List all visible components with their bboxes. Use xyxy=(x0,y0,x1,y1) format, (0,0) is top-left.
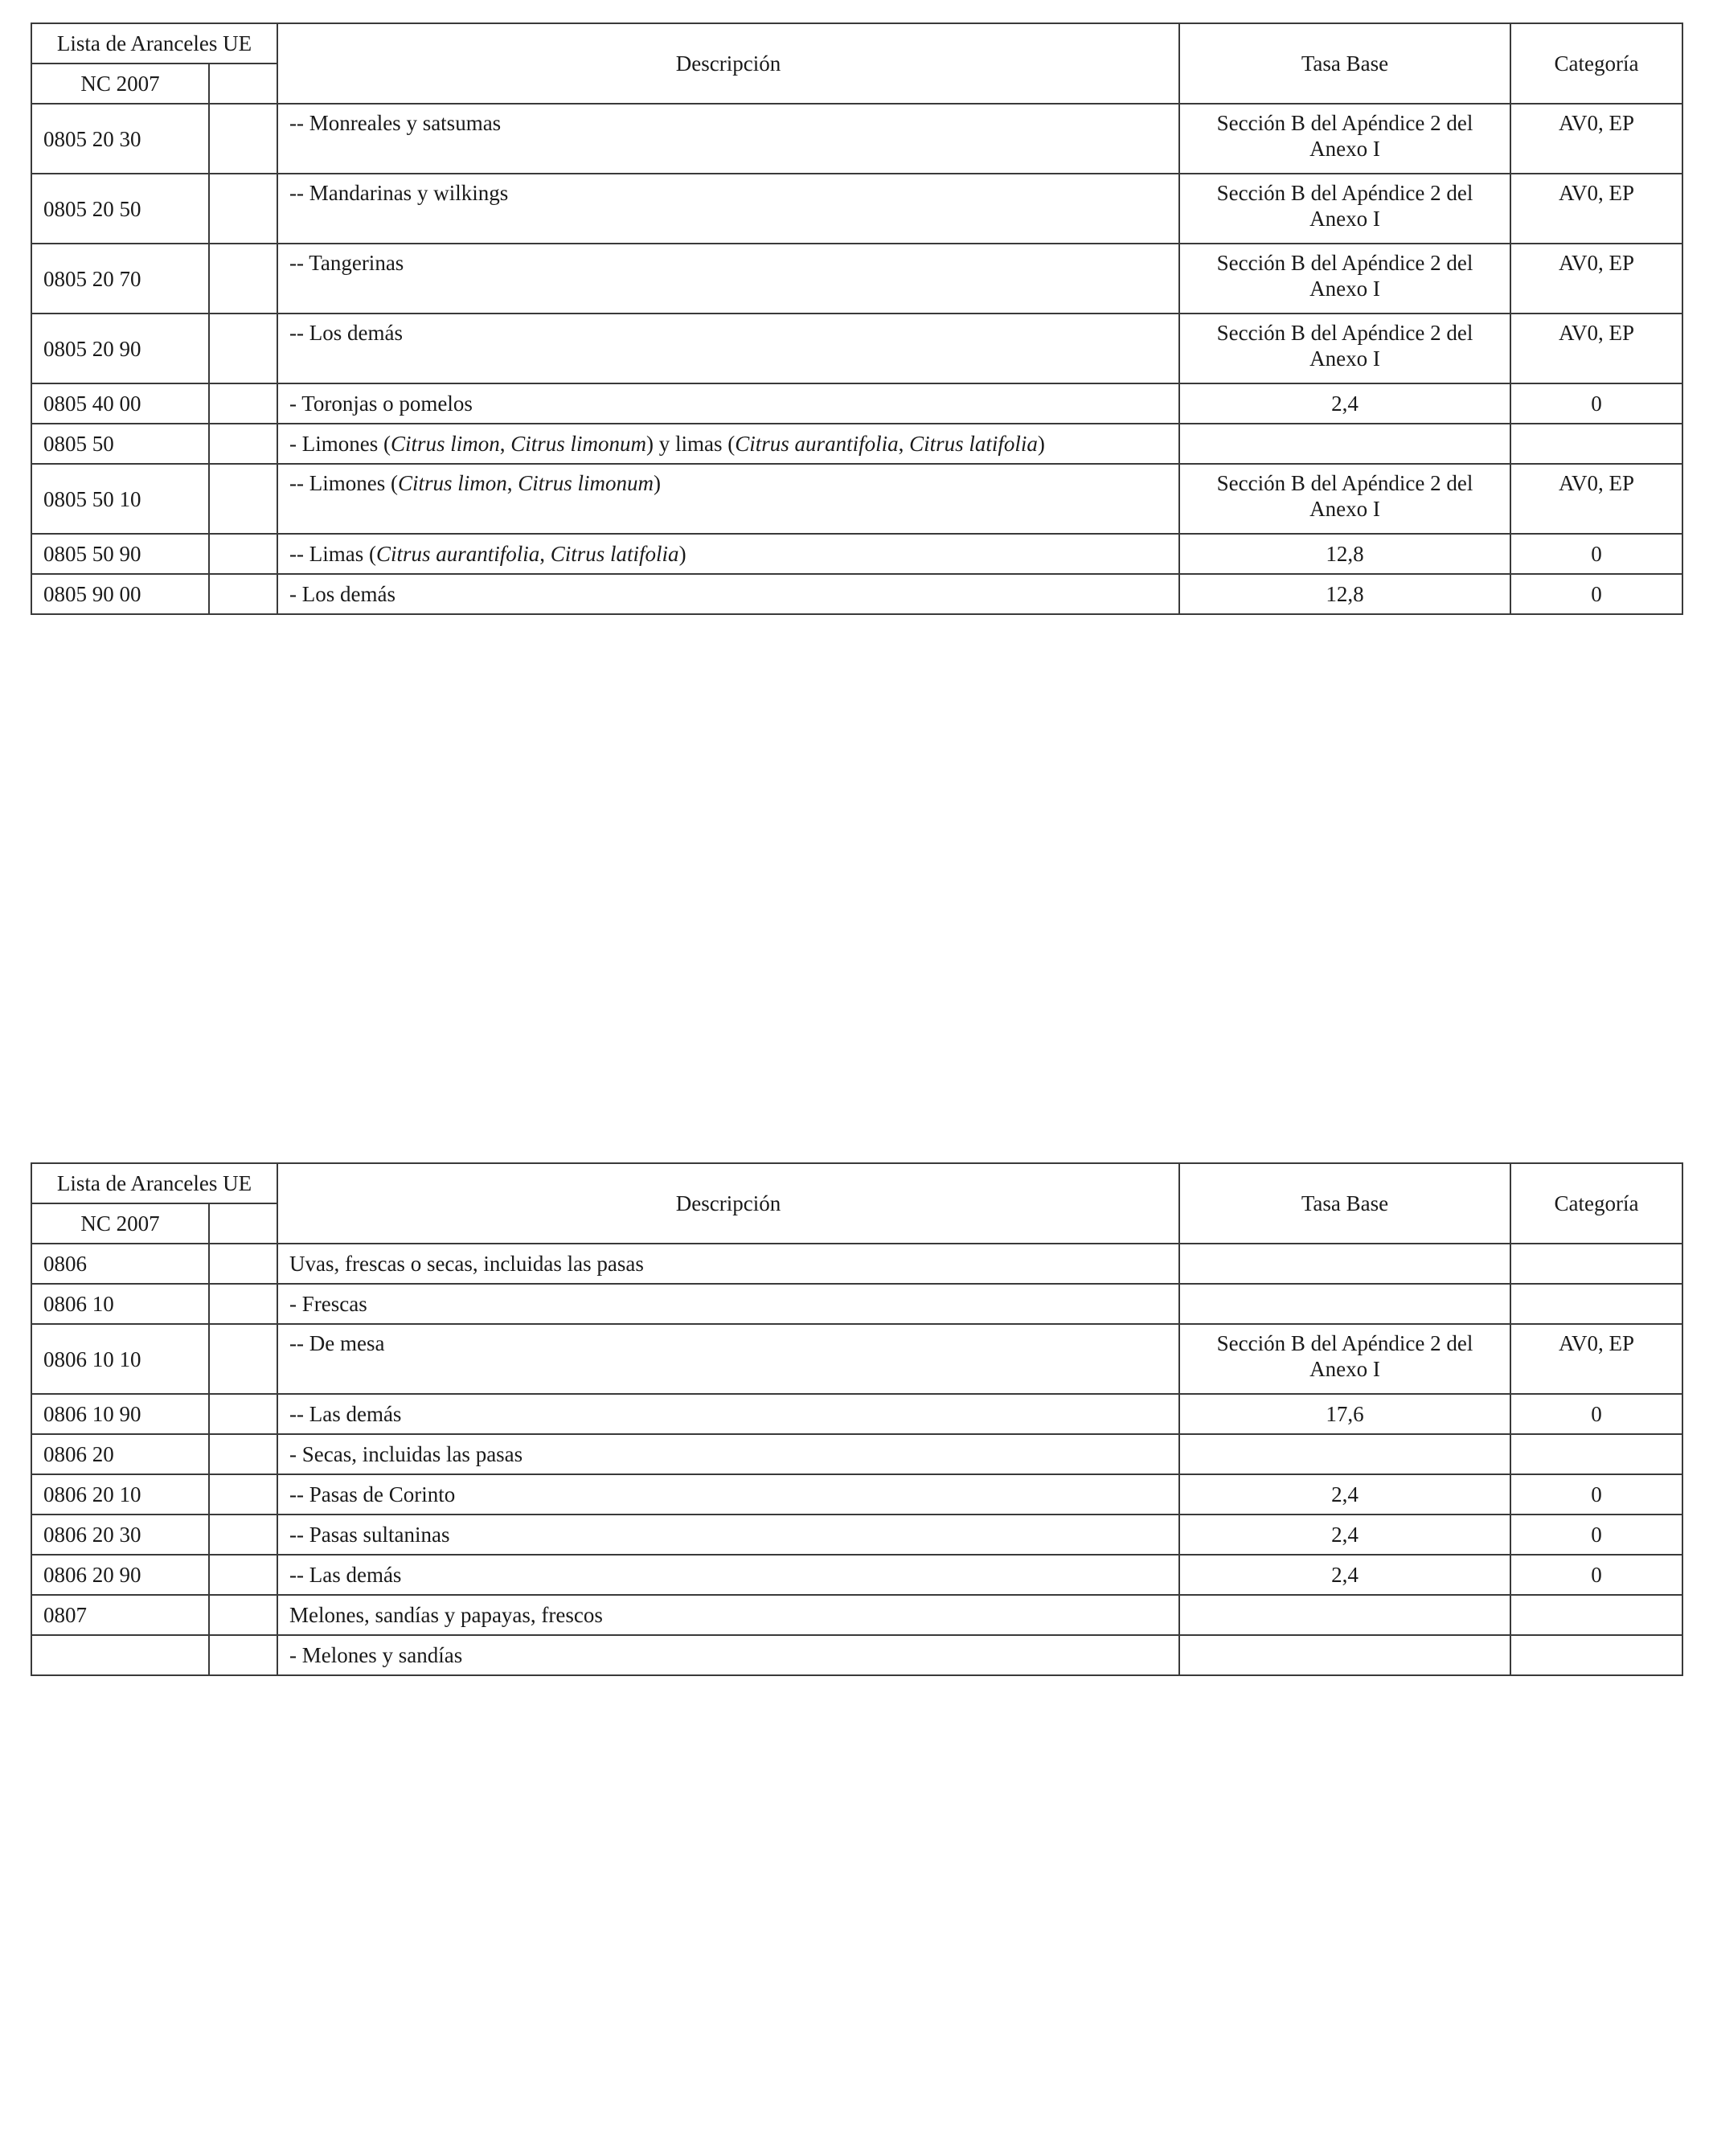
categoria-cell: AV0, EP xyxy=(1510,244,1682,314)
table-row xyxy=(31,424,1682,464)
tasa-base-cell: Sección B del Apéndice 2 del Anexo I xyxy=(1179,464,1510,534)
blank-cell xyxy=(209,1394,277,1434)
table-row xyxy=(31,534,1682,574)
code-cell: 0806 20 xyxy=(31,1434,209,1474)
description-text: -- Limones ( xyxy=(289,471,398,495)
species-name: Citrus aurantifolia xyxy=(375,542,540,566)
table-row xyxy=(31,1284,1682,1324)
description-cell: - Los demás xyxy=(277,574,1179,614)
header-blank-cell xyxy=(209,64,277,104)
tasa-base-cell xyxy=(1179,1244,1510,1284)
header-tasa-base: Tasa Base xyxy=(1179,23,1510,104)
table-row xyxy=(31,174,1682,244)
categoria-cell xyxy=(1510,1635,1682,1675)
blank-cell xyxy=(209,104,277,174)
blank-cell xyxy=(209,1595,277,1635)
description-cell xyxy=(277,424,1179,464)
header-descripcion: Descripción xyxy=(277,23,1179,104)
code-cell: 0805 20 50 xyxy=(31,174,209,244)
categoria-cell: AV0, EP xyxy=(1510,464,1682,534)
species-name: Citrus aurantifolia xyxy=(735,432,899,456)
table-row xyxy=(31,1434,1682,1474)
description-text: , xyxy=(499,432,511,456)
blank-cell xyxy=(209,464,277,534)
tasa-base-cell: Sección B del Apéndice 2 del Anexo I xyxy=(1179,1324,1510,1394)
table-row xyxy=(31,1635,1682,1675)
description-cell: -- Pasas de Corinto xyxy=(277,1474,1179,1515)
description-cell: -- Monreales y satsumas xyxy=(277,104,1179,174)
description-cell: -- Tangerinas xyxy=(277,244,1179,314)
code-cell: 0806 20 90 xyxy=(31,1555,209,1595)
categoria-cell: AV0, EP xyxy=(1510,1324,1682,1394)
code-cell: 0806 10 xyxy=(31,1284,209,1324)
categoria-cell xyxy=(1510,1434,1682,1474)
blank-cell xyxy=(209,383,277,424)
tasa-base-cell: Sección B del Apéndice 2 del Anexo I xyxy=(1179,244,1510,314)
description-cell: -- De mesa xyxy=(277,1324,1179,1394)
categoria-cell: AV0, EP xyxy=(1510,174,1682,244)
description-text: - Limones ( xyxy=(289,432,391,456)
categoria-cell: 0 xyxy=(1510,1555,1682,1595)
description-text: ) xyxy=(678,542,686,566)
categoria-cell: AV0, EP xyxy=(1510,104,1682,174)
description-cell: - Toronjas o pomelos xyxy=(277,383,1179,424)
description-text: ) xyxy=(1037,432,1045,456)
description-cell: - Frescas xyxy=(277,1284,1179,1324)
tasa-base-cell: 12,8 xyxy=(1179,534,1510,574)
table-row xyxy=(31,1595,1682,1635)
categoria-cell: AV0, EP xyxy=(1510,314,1682,383)
tasa-base-cell: 2,4 xyxy=(1179,1474,1510,1515)
code-cell: 0805 50 90 xyxy=(31,534,209,574)
description-cell: -- Los demás xyxy=(277,314,1179,383)
tasa-base-cell xyxy=(1179,424,1510,464)
code-cell: 0805 20 90 xyxy=(31,314,209,383)
table-row xyxy=(31,383,1682,424)
categoria-cell xyxy=(1510,1595,1682,1635)
header-lista-aranceles: Lista de Aranceles UE xyxy=(31,23,277,64)
code-cell: 0805 50 10 xyxy=(31,464,209,534)
description-cell: - Melones y sandías xyxy=(277,1635,1179,1675)
table-row xyxy=(31,104,1682,174)
tasa-base-cell xyxy=(1179,1434,1510,1474)
description-text: ) y limas ( xyxy=(646,432,736,456)
tasa-base-cell: Sección B del Apéndice 2 del Anexo I xyxy=(1179,314,1510,383)
table-row xyxy=(31,1244,1682,1284)
species-name: Citrus latifolia xyxy=(909,432,1038,456)
species-name: Citrus latifolia xyxy=(550,542,679,566)
code-cell: 0807 xyxy=(31,1595,209,1635)
description-cell xyxy=(277,464,1179,534)
code-cell: 0805 90 00 xyxy=(31,574,209,614)
tasa-base-cell xyxy=(1179,1595,1510,1635)
description-cell xyxy=(277,534,1179,574)
categoria-cell: 0 xyxy=(1510,1474,1682,1515)
code-cell: 0805 40 00 xyxy=(31,383,209,424)
code-cell: 0805 50 xyxy=(31,424,209,464)
tasa-base-cell: Sección B del Apéndice 2 del Anexo I xyxy=(1179,104,1510,174)
species-name: Citrus limon xyxy=(390,432,500,456)
header-categoria: Categoría xyxy=(1510,1163,1682,1244)
categoria-cell: 0 xyxy=(1510,574,1682,614)
tariff-table-2 xyxy=(31,1162,1683,1676)
description-cell: Uvas, frescas o secas, incluidas las pasas xyxy=(277,1244,1179,1284)
species-name: Citrus limonum xyxy=(510,432,647,456)
description-cell: -- Pasas sultaninas xyxy=(277,1515,1179,1555)
header-nc-2007: NC 2007 xyxy=(31,1203,209,1244)
description-cell: Melones, sandías y papayas, frescos xyxy=(277,1595,1179,1635)
table-row xyxy=(31,244,1682,314)
table-row xyxy=(31,1515,1682,1555)
code-cell xyxy=(31,1635,209,1675)
tasa-base-cell xyxy=(1179,1635,1510,1675)
categoria-cell xyxy=(1510,1244,1682,1284)
blank-cell xyxy=(209,1284,277,1324)
description-text: -- Limas ( xyxy=(289,542,376,566)
blank-cell xyxy=(209,174,277,244)
header-blank-cell xyxy=(209,1203,277,1244)
blank-cell xyxy=(209,1434,277,1474)
description-text: , xyxy=(539,542,551,566)
code-cell: 0806 20 30 xyxy=(31,1515,209,1555)
categoria-cell xyxy=(1510,424,1682,464)
categoria-cell xyxy=(1510,1284,1682,1324)
description-text: ) xyxy=(654,471,662,495)
categoria-cell: 0 xyxy=(1510,1394,1682,1434)
description-cell: -- Las demás xyxy=(277,1555,1179,1595)
table-row xyxy=(31,574,1682,614)
blank-cell xyxy=(209,1515,277,1555)
tasa-base-cell: 2,4 xyxy=(1179,1515,1510,1555)
table-row xyxy=(31,1324,1682,1394)
code-cell: 0806 20 10 xyxy=(31,1474,209,1515)
code-cell: 0806 10 10 xyxy=(31,1324,209,1394)
header-nc-2007: NC 2007 xyxy=(31,64,209,104)
categoria-cell: 0 xyxy=(1510,383,1682,424)
code-cell: 0806 10 90 xyxy=(31,1394,209,1434)
description-text: , xyxy=(898,432,910,456)
species-name: Citrus limon xyxy=(397,471,507,495)
blank-cell xyxy=(209,1244,277,1284)
categoria-cell: 0 xyxy=(1510,1515,1682,1555)
tasa-base-cell: 2,4 xyxy=(1179,1555,1510,1595)
blank-cell xyxy=(209,1555,277,1595)
table-row xyxy=(31,1474,1682,1515)
code-cell: 0805 20 70 xyxy=(31,244,209,314)
header-tasa-base: Tasa Base xyxy=(1179,1163,1510,1244)
blank-cell xyxy=(209,534,277,574)
header-descripcion: Descripción xyxy=(277,1163,1179,1244)
tariff-table-1 xyxy=(31,23,1683,615)
code-cell: 0806 xyxy=(31,1244,209,1284)
table-row xyxy=(31,464,1682,534)
table-row xyxy=(31,1555,1682,1595)
tasa-base-cell: 12,8 xyxy=(1179,574,1510,614)
blank-cell xyxy=(209,574,277,614)
table-row xyxy=(31,1394,1682,1434)
species-name: Citrus limonum xyxy=(518,471,654,495)
tasa-base-cell: 2,4 xyxy=(1179,383,1510,424)
tasa-base-cell: Sección B del Apéndice 2 del Anexo I xyxy=(1179,174,1510,244)
header-categoria: Categoría xyxy=(1510,23,1682,104)
description-cell: -- Mandarinas y wilkings xyxy=(277,174,1179,244)
header-lista-aranceles: Lista de Aranceles UE xyxy=(31,1163,277,1203)
blank-cell xyxy=(209,314,277,383)
blank-cell xyxy=(209,424,277,464)
description-text: , xyxy=(506,471,518,495)
blank-cell xyxy=(209,1324,277,1394)
table-row xyxy=(31,314,1682,383)
blank-cell xyxy=(209,1474,277,1515)
tasa-base-cell xyxy=(1179,1284,1510,1324)
tasa-base-cell: 17,6 xyxy=(1179,1394,1510,1434)
description-cell: - Secas, incluidas las pasas xyxy=(277,1434,1179,1474)
blank-cell xyxy=(209,1635,277,1675)
code-cell: 0805 20 30 xyxy=(31,104,209,174)
blank-cell xyxy=(209,244,277,314)
categoria-cell: 0 xyxy=(1510,534,1682,574)
description-cell: -- Las demás xyxy=(277,1394,1179,1434)
